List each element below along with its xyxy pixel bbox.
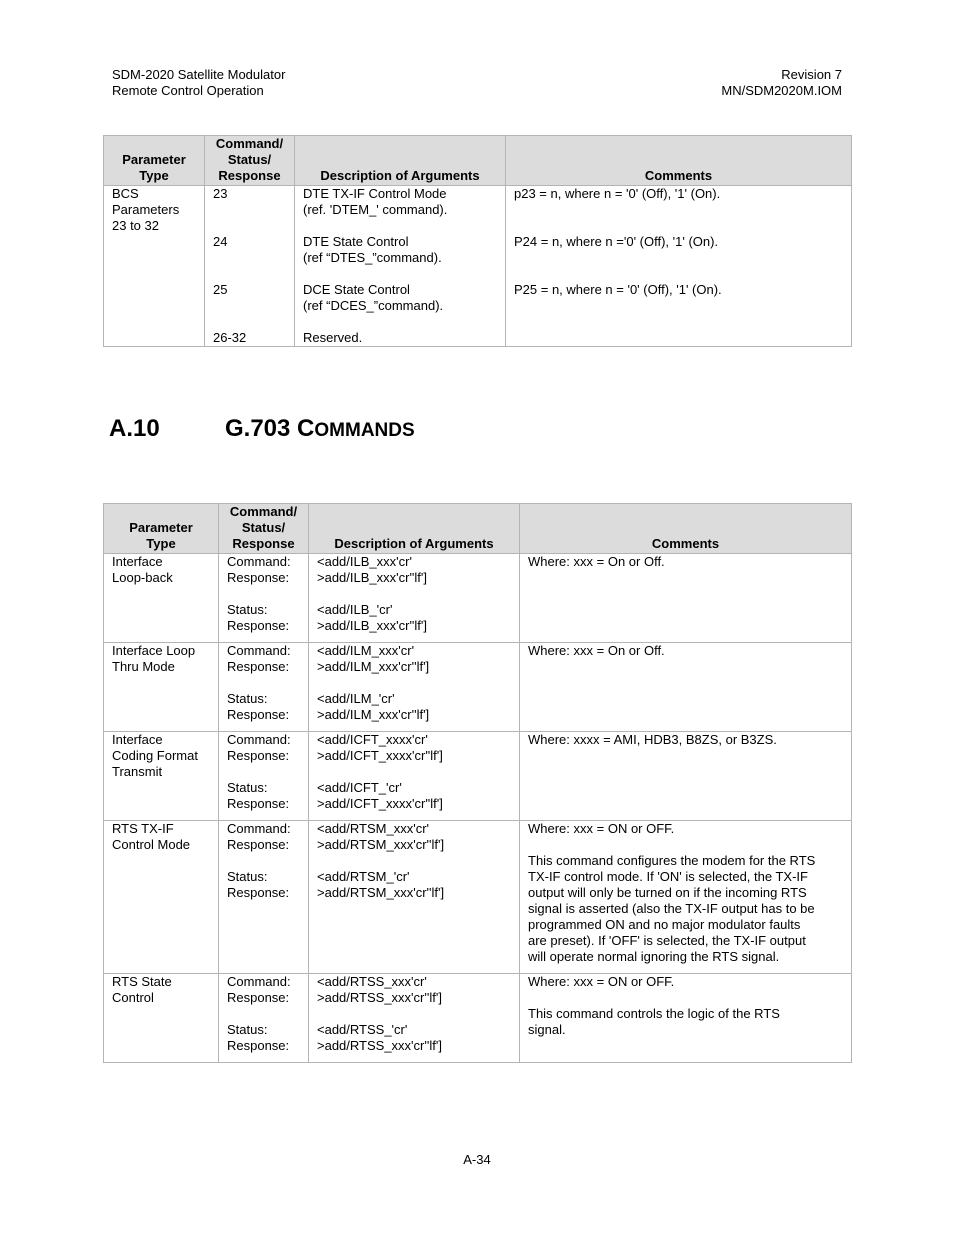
document-title: SDM-2020 Satellite Modulator [112,67,286,82]
bcs-parameters-table [103,135,852,347]
status-syntax: <add/ICFT_'cr' >add/ICFT_xxxx'cr''lf'] [317,780,443,811]
page-header-right [721,67,842,99]
description-cell [309,974,520,1063]
parameter-type-cell [104,732,219,821]
parameter-type-cell [104,554,219,643]
column-header-description: Description of Arguments [295,136,506,186]
param-number: 24 [213,234,228,249]
status-syntax: <add/ILM_'cr' >add/ILM_xxx'cr''lf'] [317,691,430,722]
param-number: 26-32 [213,330,247,345]
column-header-comments: Comments [520,504,852,554]
revision-label: Revision 7 [781,67,842,82]
comment-where: Where: xxx = On or Off. [528,554,665,569]
comment-detail: This command controls the logic of the RTS signal. [528,1006,780,1037]
comment-where: Where: xxxx = AMI, HDB3, B8ZS, or B3ZS. [528,732,777,747]
param-comment: P24 = n, where n ='0' (Off), '1' (On). [514,234,719,249]
status-syntax: <add/RTSM_'cr' >add/RTSM_xxx'cr''lf'] [317,869,445,900]
command-syntax: <add/RTSM_xxx'cr' >add/RTSM_xxx'cr''lf'] [317,821,445,852]
parameter-type: RTS State Control [112,974,172,1005]
table-row [104,554,852,643]
comments-cell [506,186,852,347]
param-comment: P25 = n, where n = '0' (Off), '1' (On). [514,282,722,297]
section-title [225,415,415,442]
column-header-description: Description of Arguments [309,504,520,554]
comment-where: Where: xxx = ON or OFF. [528,974,675,989]
status-labels: Status: Response: [227,1022,290,1053]
command-labels: Command: Response: [227,821,291,852]
parameter-type: RTS TX-IF Control Mode [112,821,191,852]
command-syntax: <add/ILM_xxx'cr' >add/ILM_xxx'cr''lf'] [317,643,430,674]
comment-detail: This command configures the modem for the RTS TX-IF control mode. If 'ON' is selected, the TX-IF output will only be turned on if the incoming RTS signal is asserted (also the TX-IF output has to be programmed ON and no major modulator faults are preset). If 'OFF' is selected, the TX-IF output will operate normal ignoring the RTS signal. [528,853,816,964]
command-cell [219,554,309,643]
page-number: A-34 [463,1152,491,1167]
comments-cell [520,821,852,974]
page-header-left [112,67,285,99]
table-row [104,974,852,1063]
param-number: 23 [213,186,228,201]
status-labels: Status: Response: [227,780,290,811]
command-cell [219,643,309,732]
table-row [104,732,852,821]
comment-where: Where: xxx = On or Off. [528,643,665,658]
section-number: A.10 [109,415,160,442]
command-labels: Command: Response: [227,974,291,1005]
description-cell [295,186,506,347]
description-cell [309,554,520,643]
command-labels: Command: Response: [227,554,291,585]
command-syntax: <add/ICFT_xxxx'cr' >add/ICFT_xxxx'cr''lf'] [317,732,443,763]
command-syntax: <add/ILB_xxx'cr' >add/ILB_xxx'cr''lf'] [317,554,428,585]
parameter-type: Interface Loop-back [112,554,173,585]
parameter-type-cell [104,821,219,974]
table-header-row [104,504,852,554]
section-title-smallcaps: OMMANDS [314,420,415,441]
comment-where: Where: xxx = ON or OFF. [528,821,675,836]
param-comment [514,330,843,346]
parameter-type-cell [104,186,205,347]
column-header-comments: Comments [506,136,852,186]
column-header-command: Command/ Status/ Response [205,136,295,186]
comments-cell [520,732,852,821]
table-row [104,643,852,732]
description-cell [309,643,520,732]
description-cell [309,732,520,821]
parameter-type-cell [104,643,219,732]
param-description: DTE TX-IF Control Mode (ref. 'DTEM_' command). [303,186,448,217]
g703-commands-table [103,503,852,1063]
table-row [104,186,852,347]
comments-cell [520,554,852,643]
command-cell [219,821,309,974]
parameter-type-cell [104,974,219,1063]
table-row [104,821,852,974]
document-subtitle: Remote Control Operation [112,83,264,98]
command-cell [205,186,295,347]
command-labels: Command: Response: [227,643,291,674]
param-description: Reserved. [303,330,363,345]
param-number: 25 [213,282,228,297]
command-cell [219,732,309,821]
comments-cell [520,643,852,732]
status-syntax: <add/RTSS_'cr' >add/RTSS_xxx'cr''lf'] [317,1022,442,1053]
section-heading [109,413,415,447]
param-description: DCE State Control (ref “DCES_”command). [303,282,444,313]
column-header-parameter-type: Parameter Type [104,504,219,554]
description-cell [309,821,520,974]
command-labels: Command: Response: [227,732,291,763]
column-header-command: Command/ Status/ Response [219,504,309,554]
section-title-main: G.703 C [225,415,315,442]
column-header-parameter-type: Parameter Type [104,136,205,186]
command-cell [219,974,309,1063]
table-header-row [104,136,852,186]
parameter-type: Interface Coding Format Transmit [112,732,198,779]
param-description: DTE State Control (ref “DTES_”command). [303,234,442,265]
status-labels: Status: Response: [227,602,290,633]
status-labels: Status: Response: [227,869,290,900]
parameter-type: Interface Loop Thru Mode [112,643,196,674]
status-syntax: <add/ILB_'cr' >add/ILB_xxx'cr''lf'] [317,602,428,633]
parameter-type: BCS Parameters 23 to 32 [112,186,180,233]
param-comment: p23 = n, where n = '0' (Off), '1' (On). [514,186,721,201]
comments-cell [520,974,852,1063]
status-labels: Status: Response: [227,691,290,722]
manual-number: MN/SDM2020M.IOM [721,83,842,98]
command-syntax: <add/RTSS_xxx'cr' >add/RTSS_xxx'cr''lf'] [317,974,442,1005]
